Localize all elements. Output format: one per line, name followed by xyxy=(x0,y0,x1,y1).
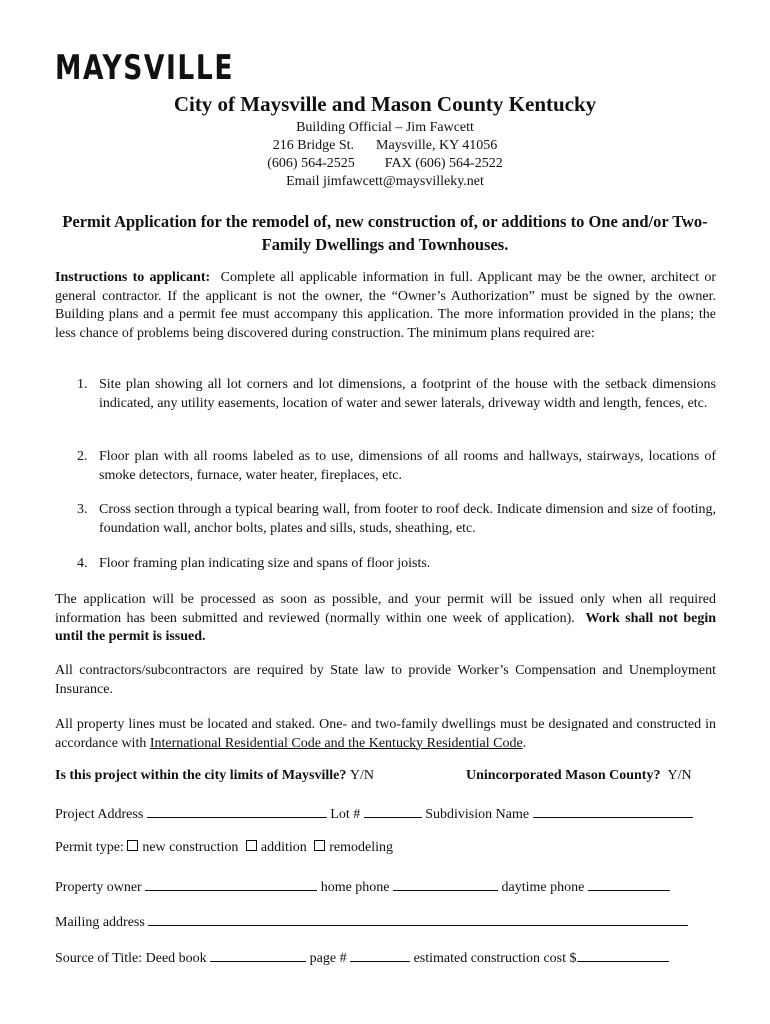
list-item xyxy=(55,555,716,574)
list-item-text: Cross section through a typical bearing wall, from footer to roof deck. Indicate dimension and size of footing, foundation wall, anchor bolts, plates and sills, studs, sheathing, etc. xyxy=(99,502,716,536)
permit-type-row xyxy=(55,840,716,856)
addition-checkbox[interactable] xyxy=(246,840,257,851)
instructions-text: Complete all applicable information in full. Applicant may be the owner, architect or general contractor. If the applicant is not the owner, the “Owner’s Authorization” must be signed by the owner. Building plans and a permit fee must accompany this application. The more information provided in the plans; the less chance of problems being discovered during construction. The minimum plans required are: xyxy=(55,270,717,341)
building-official: Building Official – Jim Fawcett xyxy=(296,120,474,135)
property-lines-paragraph xyxy=(55,716,716,753)
logo-text: MAYSVILLE xyxy=(55,48,235,88)
project-address-label: Project Address xyxy=(55,807,144,822)
project-address-row xyxy=(55,804,716,823)
unincorporated-yn[interactable]: Y/N xyxy=(667,768,692,783)
property-lines-text: All property lines must be located and staked. One- and two-family dwellings must be designated and constructed in accordance with xyxy=(55,717,716,751)
unincorporated-label: Unincorporated Mason County? xyxy=(466,768,661,783)
list-item xyxy=(55,376,716,413)
property-owner-row xyxy=(55,877,716,896)
property-owner-field[interactable] xyxy=(145,877,317,891)
processing-paragraph xyxy=(55,591,716,647)
email-line: Email jimfawcett@maysvilleky.net xyxy=(286,174,484,189)
phone-line xyxy=(0,155,770,173)
construction-cost-label: estimated construction cost $ xyxy=(413,951,577,966)
processing-text: The application will be processed as soon as possible, and your permit will be issued only when all required information has been submitted and reviewed (normally within one week of application). xyxy=(55,592,716,626)
home-phone-label: home phone xyxy=(320,880,390,895)
list-item-number: 3. xyxy=(77,502,88,517)
remodeling-checkbox[interactable] xyxy=(314,840,325,851)
period: . xyxy=(522,735,527,751)
list-item xyxy=(55,501,716,538)
street-address: 216 Bridge St. xyxy=(272,138,355,153)
list-item-text: Site plan showing all lot corners and lot dimensions, a footprint of the house with the setback dimensions indicated, any utility easements, location of water and sewer laterals, driveway width and length, fences, etc. xyxy=(99,377,716,411)
daytime-phone-field[interactable] xyxy=(588,877,670,891)
construction-cost-field[interactable] xyxy=(577,948,669,962)
unincorporated-question xyxy=(466,768,692,784)
mailing-address-field[interactable] xyxy=(148,912,688,926)
list-item-text: Floor framing plan indicating size and spans of floor joists. xyxy=(99,556,431,571)
city-limits-question xyxy=(55,768,374,784)
list-item-number: 1. xyxy=(77,377,88,392)
document-title: City of Maysville and Mason County Kentucky xyxy=(173,92,597,116)
deed-book-field[interactable] xyxy=(210,948,306,962)
list-item-text: Floor plan with all rooms labeled as to use, dimensions of all rooms and hallways, stairways, locations of smoke detectors, furnace, water heater, fireplaces, etc. xyxy=(99,449,716,483)
list-item-number: 2. xyxy=(77,449,88,464)
new-construction-label: new construction xyxy=(142,840,239,855)
instructions-label: Instructions to applicant: xyxy=(55,270,211,285)
residential-code-reference: International Residential Code and the Kentucky Residential Code xyxy=(149,735,523,751)
new-construction-checkbox[interactable] xyxy=(127,840,138,851)
processing-warning: Work shall not begin until the permit is issued. xyxy=(55,610,717,644)
maysville-logo xyxy=(55,48,285,88)
mailing-address-row xyxy=(55,912,716,931)
subdivision-field[interactable] xyxy=(533,804,693,818)
property-owner-label: Property owner xyxy=(55,880,142,895)
project-address-field[interactable] xyxy=(147,804,327,818)
page-number-label: page # xyxy=(309,951,347,966)
city-limits-yn[interactable]: Y/N xyxy=(349,768,375,783)
address-line xyxy=(0,137,770,155)
permit-type-label: Permit type: xyxy=(55,840,124,855)
lot-label: Lot # xyxy=(330,807,361,822)
source-of-title-row xyxy=(55,948,716,967)
addition-label: addition xyxy=(260,840,307,855)
page-number-field[interactable] xyxy=(350,948,410,962)
city-limits-label: Is this project within the city limits of Maysville? xyxy=(55,768,347,783)
fax-number: FAX (606) 564-2522 xyxy=(384,156,503,171)
list-item xyxy=(55,448,716,485)
lot-field[interactable] xyxy=(364,804,422,818)
home-phone-field[interactable] xyxy=(393,877,498,891)
instructions-paragraph xyxy=(55,269,716,343)
list-item-number: 4. xyxy=(77,556,88,571)
daytime-phone-label: daytime phone xyxy=(501,880,585,895)
mailing-address-label: Mailing address xyxy=(55,915,145,930)
remodeling-label: remodeling xyxy=(329,840,394,855)
permit-title: Permit Application for the remodel of, new construction of, or additions to One and/or Two-Family Dwellings and Townhouses. xyxy=(62,212,708,254)
contractors-paragraph: All contractors/subcontractors are required by State law to provide Worker’s Compensation and Unemployment Insurance. xyxy=(55,663,716,697)
city-state-zip: Maysville, KY 41056 xyxy=(376,138,498,153)
subdivision-label: Subdivision Name xyxy=(425,807,530,822)
deed-book-label: Source of Title: Deed book xyxy=(55,951,207,966)
phone-number: (606) 564-2525 xyxy=(267,156,355,171)
